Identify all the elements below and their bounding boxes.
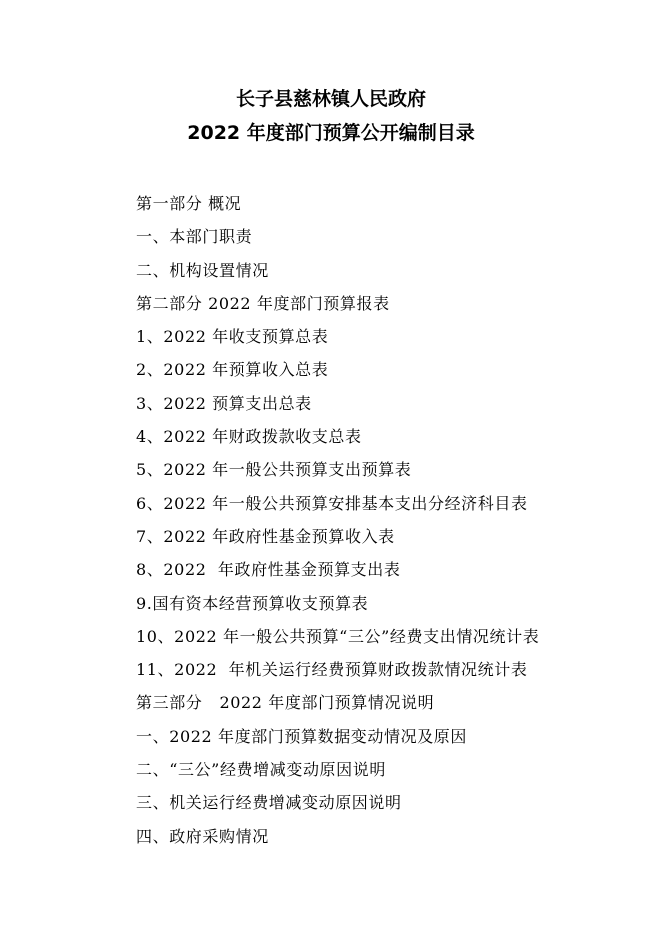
document-subtitle: 2022 年度部门预算公开编制目录 [187, 122, 475, 144]
toc-item: 5、2022 年一般公共预算支出预算表 [136, 460, 412, 480]
document-title: 长子县慈林镇人民政府 [235, 88, 426, 110]
toc-item: 9.国有资本经营预算收支预算表 [136, 593, 369, 613]
toc-item: 三、机关运行经费增减变动原因说明 [136, 793, 402, 813]
toc-item: 四、政府采购情况 [136, 826, 269, 846]
toc-item: 7、2022 年政府性基金预算收入表 [136, 526, 395, 546]
toc-part-1: 第一部分 概况 [136, 194, 242, 213]
toc-item: 1、2022 年收支预算总表 [136, 327, 329, 347]
toc-item: 11、2022 年机关运行经费预算财政拨款情况统计表 [136, 660, 528, 680]
toc-part-3: 第三部分 2022 年度部门预算情况说明 [136, 693, 435, 713]
toc-item: 4、2022 年财政拨款收支总表 [136, 427, 362, 447]
toc-item: 10、2022 年一般公共预算“三公”经费支出情况统计表 [136, 626, 540, 646]
toc-item: 6、2022 年一般公共预算安排基本支出分经济科目表 [136, 493, 528, 513]
toc-item: 2、2022 年预算收入总表 [136, 360, 329, 380]
toc-item: 一、本部门职责 [136, 227, 253, 247]
table-of-contents [136, 192, 539, 858]
toc-item: 8、2022 年政府性基金预算支出表 [136, 560, 401, 580]
toc-item: 3、2022 预算支出总表 [136, 393, 312, 413]
toc-item: 一、2022 年度部门预算数据变动情况及原因 [136, 726, 468, 746]
toc-part-2: 第二部分 2022 年度部门预算报表 [136, 293, 390, 313]
toc-item: 二、机构设置情况 [136, 260, 269, 280]
toc-item: 二、“三公”经费增减变动原因说明 [136, 760, 386, 780]
